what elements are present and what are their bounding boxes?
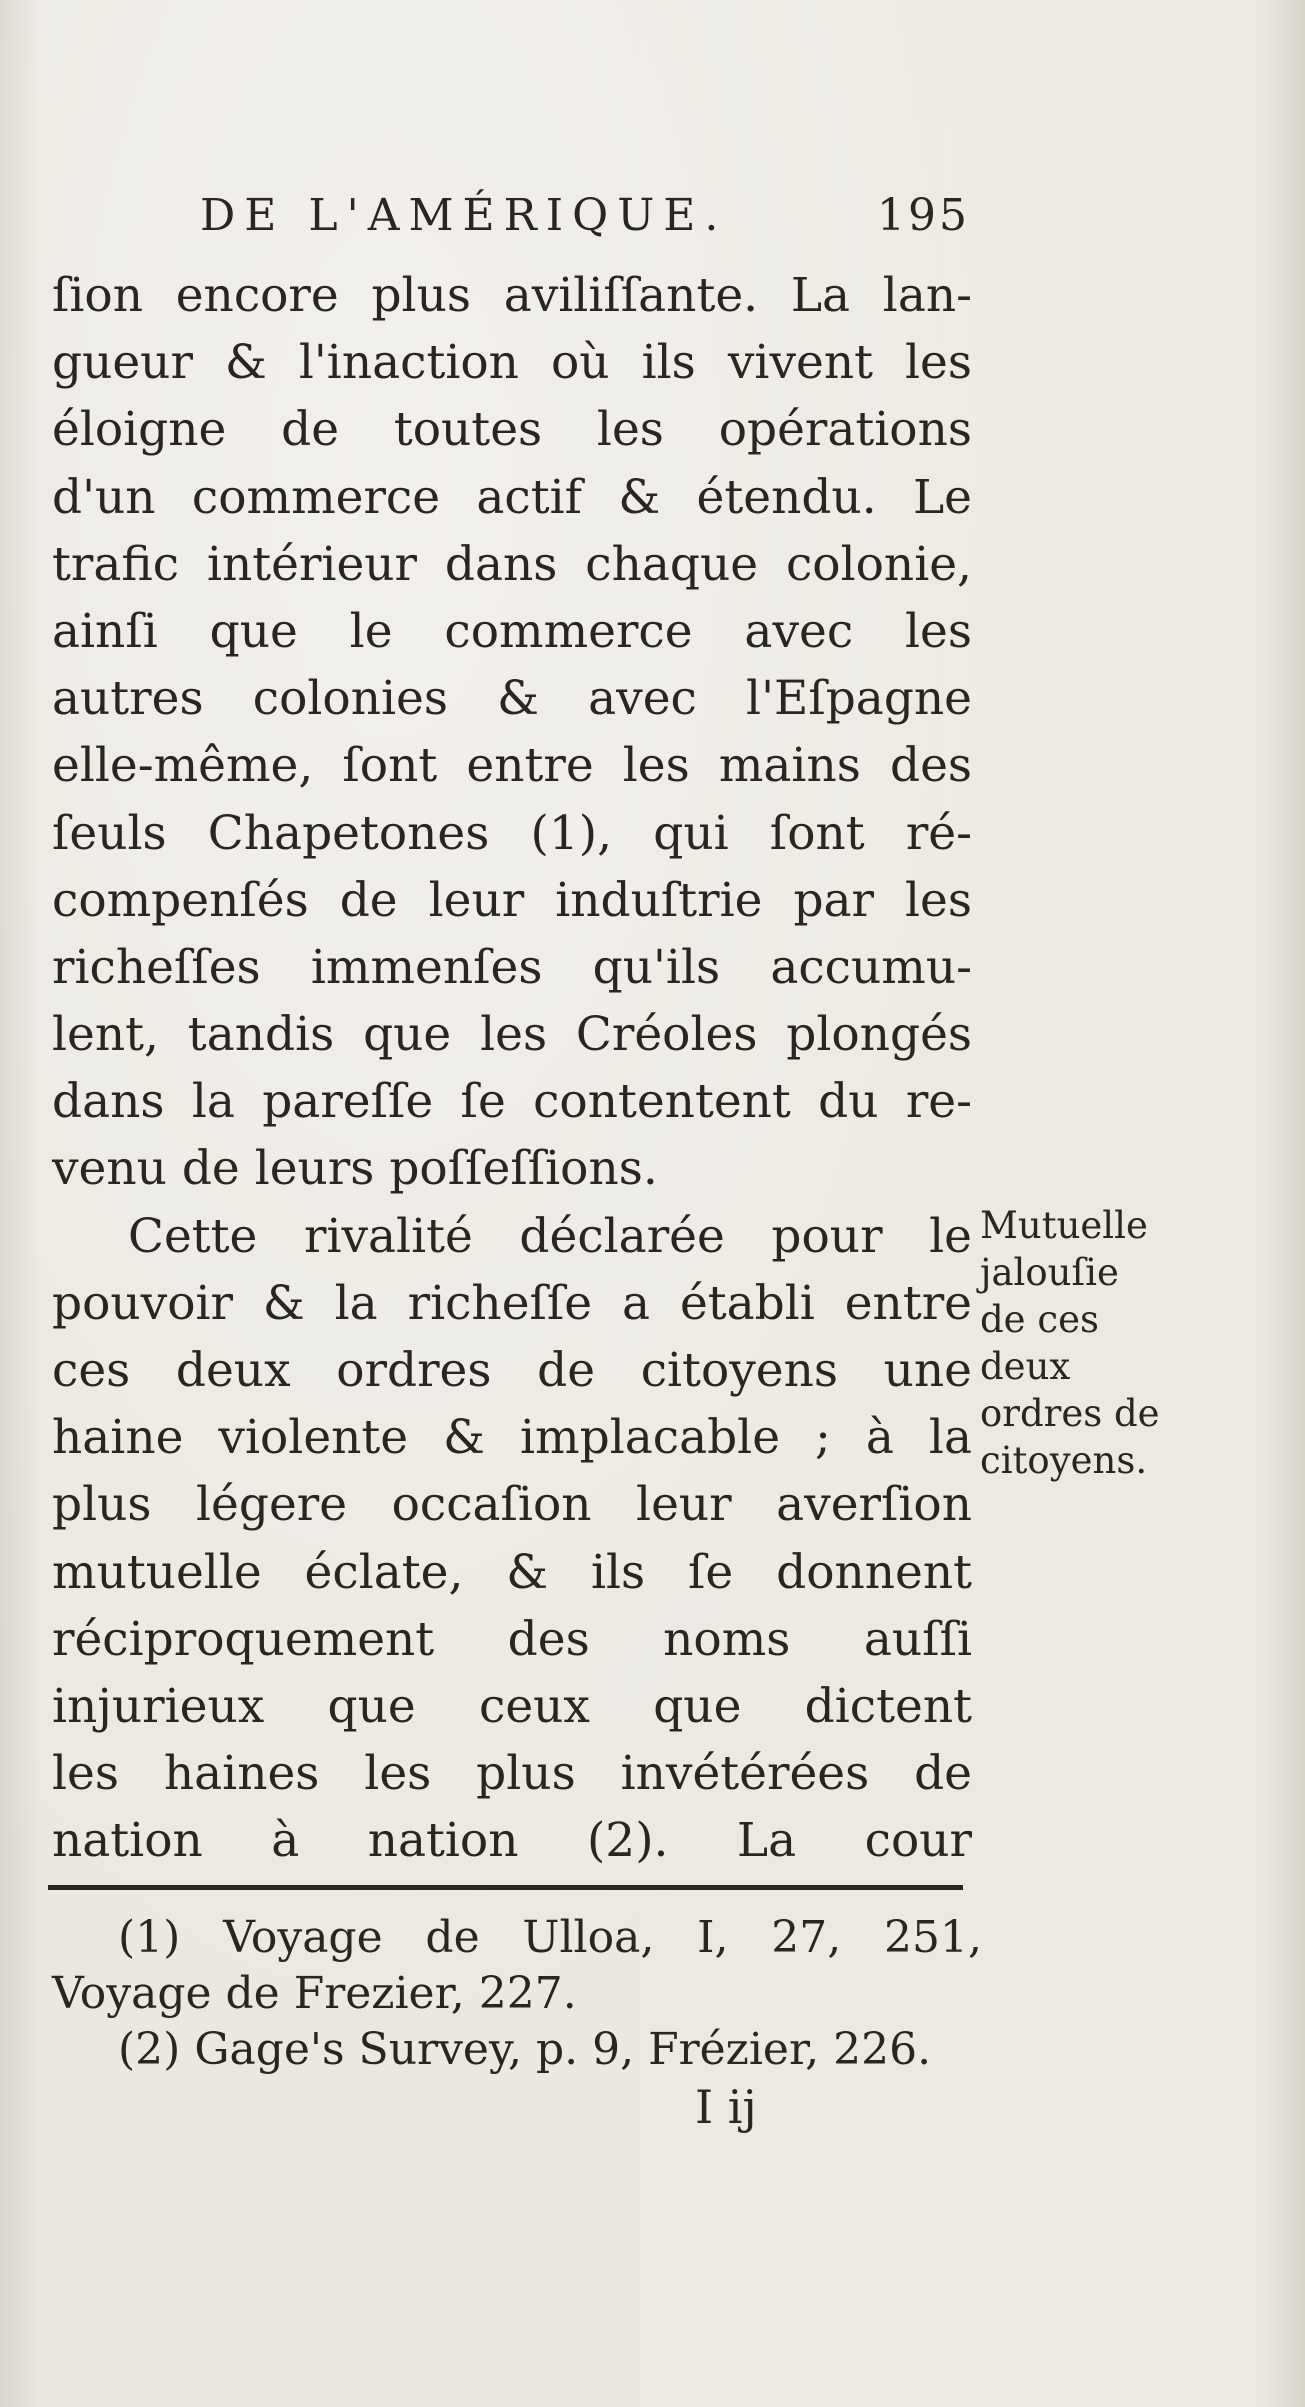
text-line: trafic intérieur dans chaque colonie,: [52, 536, 972, 592]
text-line: richeſſes immenſes qu'ils accumu-: [52, 939, 972, 995]
margin-note-line: deux: [980, 1345, 1071, 1388]
text-line: nation à nation (2). La cour: [52, 1813, 972, 1869]
signature-mark: I ij: [695, 2080, 757, 2134]
footnotes: [52, 1910, 982, 2078]
text-line: autres colonies & avec l'Eſpagne: [52, 671, 972, 727]
text-line: réciproquement des noms auſſi: [52, 1611, 972, 1667]
page-number: 195: [877, 190, 970, 241]
text-line: elle-même, ſont entre les mains des: [52, 738, 972, 794]
text-line: Cette rivalité déclarée pour le: [128, 1208, 972, 1264]
margin-note-line: jalouſie: [980, 1251, 1119, 1294]
footnote-1-line-1: (1) Voyage de Ulloa, I, 27, 251,: [118, 1912, 982, 1963]
footnote-rule: [48, 1885, 963, 1890]
running-header: [200, 190, 970, 250]
text-line: d'un commerce actif & étendu. Le: [52, 469, 972, 525]
text-line: compenſés de leur induſtrie par les: [52, 872, 972, 928]
margin-note-line: Mutuelle: [980, 1204, 1148, 1247]
text-line: dans la pareſſe ſe contentent du re-: [52, 1074, 972, 1130]
text-line: venu de leurs poſſeſſions.: [52, 1141, 658, 1197]
margin-note-line: ordres de: [980, 1392, 1160, 1435]
text-line: ainſi que le commerce avec les: [52, 603, 972, 659]
text-line: éloigne de toutes les opérations: [52, 402, 972, 458]
text-line: ſion encore plus aviliſſante. La lan-: [52, 268, 972, 323]
running-title: DE L'AMÉRIQUE.: [200, 190, 728, 241]
text-line: les haines les plus invétérées de: [52, 1746, 972, 1802]
text-line: mutuelle éclate, & ils ſe donnent: [52, 1544, 972, 1600]
text-line: haine violente & implacable ; à la: [52, 1410, 972, 1466]
text-line: ſeuls Chapetones (1), qui ſont ré-: [52, 805, 972, 861]
text-line: plus légere occaſion leur averſion: [52, 1477, 972, 1533]
text-line: gueur & l'inaction où ils vivent les: [52, 335, 972, 391]
text-line: ces deux ordres de citoyens une: [52, 1343, 972, 1398]
text-line: injurieux que ceux que dictent: [52, 1678, 972, 1734]
text-line: pouvoir & la richeſſe a établi entre: [52, 1275, 972, 1331]
margin-note-line: de ces: [980, 1298, 1099, 1341]
text-line: lent, tandis que les Créoles plongés: [52, 1007, 972, 1063]
margin-note-line: citoyens.: [980, 1439, 1148, 1482]
main-text: [52, 262, 972, 1875]
footnote-2: (2) Gage's Survey, p. 9, Frézier, 226.: [118, 2024, 932, 2075]
footnote-1-line-2: Voyage de Frezier, 227.: [52, 1968, 577, 2019]
marginal-note: [980, 1202, 1200, 1484]
